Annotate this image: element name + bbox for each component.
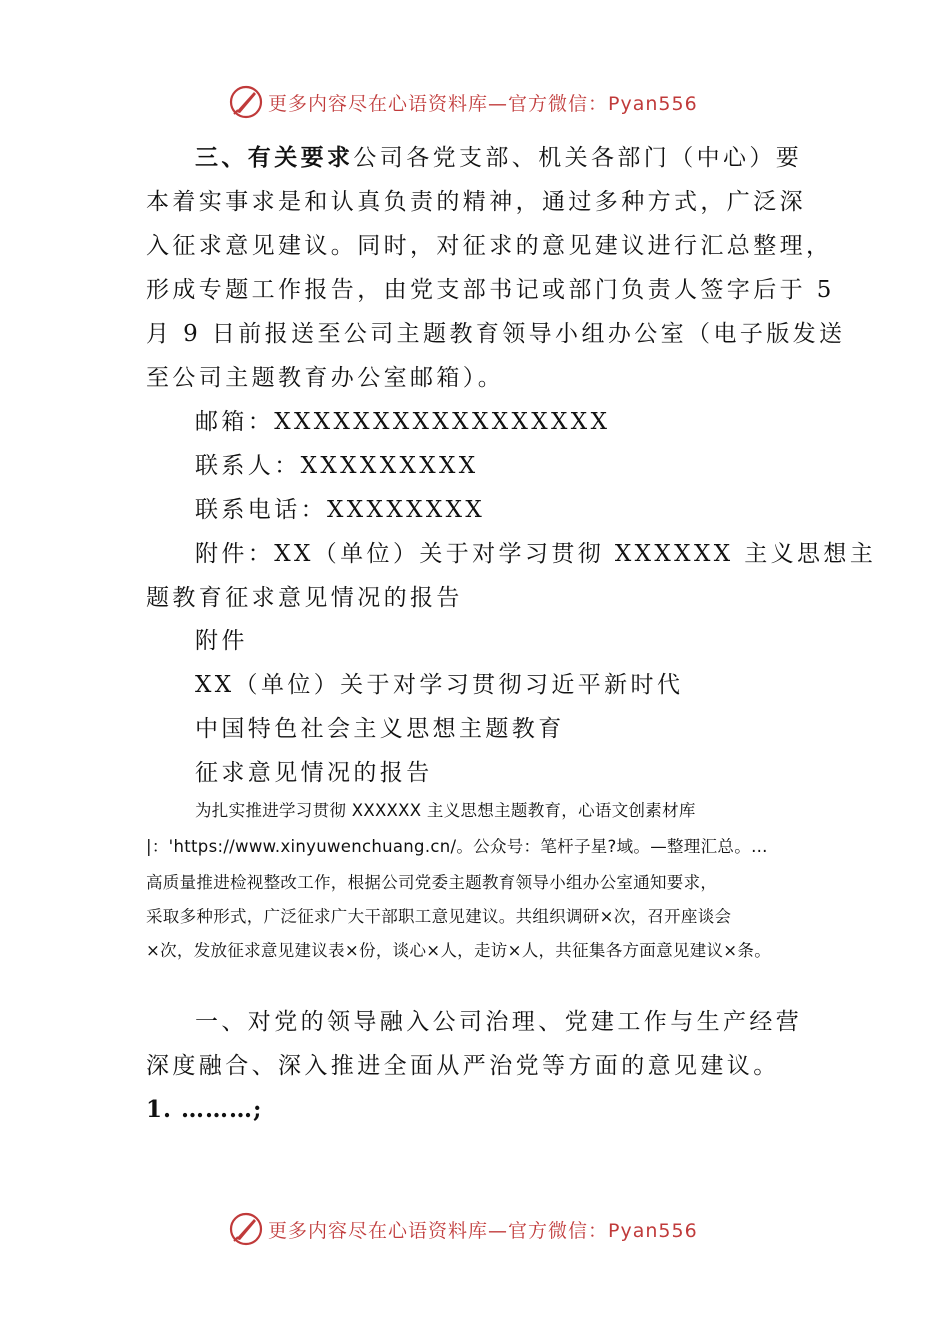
part1-item: 1. ………; [146,1096,263,1123]
footer-banner [228,1209,748,1249]
section3-line: 月 9 日前报送至公司主题教育领导小组办公室（电子版发送 [146,321,846,347]
section3-line: 至公司主题教育办公室邮箱）。 [146,365,505,391]
report-intro-line: 采取多种形式，广泛征求广大干部职工意见建议。共组织调研×次，召开座谈会 [146,907,732,926]
part1-heading-line: 深度融合、深入推进全面从严治党等方面的意见建议。 [146,1053,780,1079]
contact-person: 联系人：XXXXXXXXX [195,453,479,479]
section3-heading: 三、有关要求 [195,144,354,171]
header-banner [228,82,748,122]
attachment-title-line: XX（单位）关于对学习贯彻习近平新时代 [195,672,684,698]
report-intro-line: ×次，发放征求意见建议表×份，谈心×人，走访×人，共征集各方面意见建议×条。 [146,941,772,960]
quill-logo-icon [228,1211,264,1247]
banner-text: 更多内容尽在心语资料库—官方微信：Pyan556 [268,92,698,115]
section3-line: 形成专题工作报告，由党支部书记或部门负责人签字后于 5 [146,277,835,303]
section3-first-line [195,143,802,173]
section3-line: 入征求意见建议。同时，对征求的意见建议进行汇总整理， [146,233,833,259]
quill-logo-icon [228,84,264,120]
report-intro-line: 高质量推进检视整改工作，根据公司党委主题教育领导小组办公室通知要求， [146,873,718,892]
attachment-note-line: 附件：XX（单位）关于对学习贯彻 XXXXXX 主义思想主 [195,541,877,567]
section3-line: 公司各党支部、机关各部门（中心）要 [353,145,803,171]
report-intro-line: 为扎实推进学习贯彻 XXXXXX 主义思想主题教育，心语文创素材库 [195,801,696,820]
attachment-title-line: 征求意见情况的报告 [195,760,433,786]
attachment-label: 附件 [195,628,248,654]
contact-phone: 联系电话：XXXXXXXX [195,497,486,523]
attachment-note-line: 题教育征求意见情况的报告 [146,585,463,611]
part1-heading-line: 一、对党的领导融入公司治理、党建工作与生产经营 [195,1009,803,1035]
report-intro-line: |：'https://www.xinyuwenchuang.cn/。公众号：笔杆子星?域。—整理汇总。… [146,837,768,856]
attachment-title-line: 中国特色社会主义思想主题教育 [195,716,565,742]
section3-line: 本着实事求是和认真负责的精神，通过多种方式，广泛深 [146,189,806,215]
banner-text: 更多内容尽在心语资料库—官方微信：Pyan556 [268,1219,698,1242]
contact-email: 邮箱：XXXXXXXXXXXXXXXXX [195,409,611,435]
